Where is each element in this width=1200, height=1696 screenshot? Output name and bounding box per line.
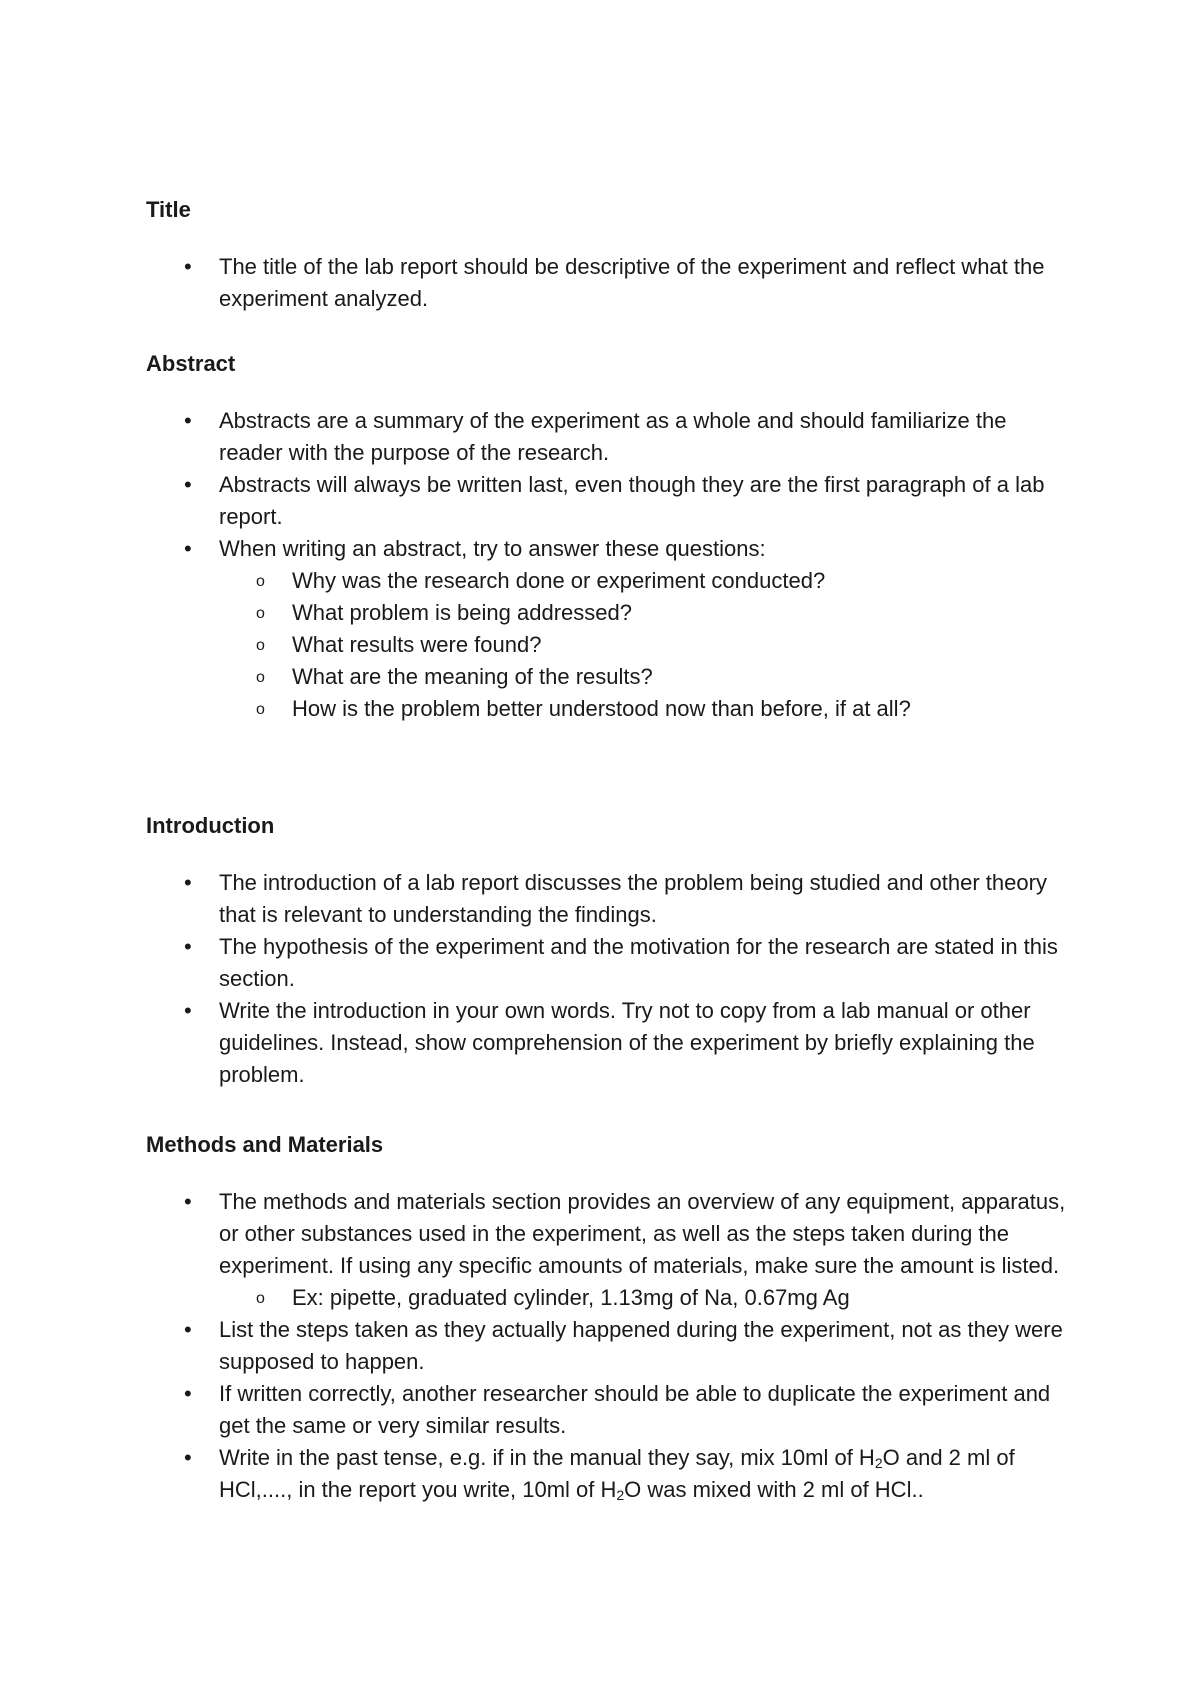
sub-list-item-text: What are the meaning of the results?: [292, 664, 653, 689]
sub-bullet-list: [219, 565, 1076, 725]
sub-list-item-text: Why was the research done or experiment conducted?: [292, 568, 826, 593]
list-item: [146, 995, 1076, 1091]
list-item: [146, 867, 1076, 931]
sub-bullet-icon: o: [256, 573, 265, 590]
list-item-text: If written correctly, another researcher should be able to duplicate the experiment and get the same or very similar results.: [219, 1381, 1051, 1438]
text-run: Write in the past tense, e.g. if in the manual they say, mix 10ml of H: [219, 1445, 875, 1470]
section-title: [146, 196, 1076, 315]
sub-bullet-icon: o: [256, 1290, 265, 1307]
list-item-text-past-tense: [219, 1445, 1015, 1502]
sub-list-item: [219, 661, 1076, 693]
sub-list-item-text: What problem is being addressed?: [292, 600, 632, 625]
bullet-icon: •: [184, 998, 192, 1023]
text-run: O and 2 ml of HCl,...., in the report you write, 10ml of H: [219, 1445, 1015, 1502]
list-item: [146, 1442, 1076, 1506]
bullet-icon: •: [184, 870, 192, 895]
subscript: 2: [874, 1455, 883, 1471]
list-item: [146, 469, 1076, 533]
section-introduction: [146, 812, 1076, 1091]
list-item: [146, 931, 1076, 995]
list-item: [146, 1186, 1076, 1314]
bullet-icon: •: [184, 1445, 192, 1470]
list-item: [146, 1378, 1076, 1442]
section-heading: Abstract: [146, 351, 236, 376]
list-item: [146, 251, 1076, 315]
sub-bullet-icon: o: [256, 605, 265, 622]
sub-bullet-icon: o: [256, 637, 265, 654]
list-item-text: The methods and materials section provides an overview of any equipment, apparatus, or other substances used in the experiment, as well as the steps taken during the experiment. If using any specific amounts of materials, make sure the amount is listed.: [219, 1189, 1066, 1278]
section-heading: Title: [146, 197, 191, 222]
sub-list-item: [219, 1282, 1076, 1314]
bullet-icon: •: [184, 472, 192, 497]
sub-list-item: [219, 693, 1076, 725]
bullet-list: [146, 1186, 1076, 1506]
section-abstract: [146, 350, 1076, 725]
bullet-icon: •: [184, 1317, 192, 1342]
sub-bullet-list: [219, 1282, 1076, 1314]
bullet-icon: •: [184, 536, 192, 561]
bullet-icon: •: [184, 934, 192, 959]
sub-bullet-icon: o: [256, 701, 265, 718]
bullet-icon: •: [184, 1381, 192, 1406]
section-methods-materials: [146, 1131, 1076, 1506]
list-item-text: Abstracts are a summary of the experiment as a whole and should familiarize the reader with the purpose of the research.: [219, 408, 1007, 465]
bullet-icon: •: [184, 1189, 192, 1214]
sub-list-item-text: How is the problem better understood now than before, if at all?: [292, 696, 911, 721]
section-heading: Methods and Materials: [146, 1132, 384, 1157]
list-item-text: When writing an abstract, try to answer these questions:: [219, 536, 766, 561]
bullet-list: [146, 867, 1076, 1091]
bullet-icon: •: [184, 254, 192, 279]
sub-list-item: [219, 565, 1076, 597]
list-item-text: The title of the lab report should be descriptive of the experiment and reflect what the experiment analyzed.: [219, 254, 1045, 311]
bullet-list: [146, 405, 1076, 725]
bullet-icon: •: [184, 408, 192, 433]
text-run: O was mixed with 2 ml of HCl..: [624, 1477, 924, 1502]
list-item: [146, 405, 1076, 469]
subscript: 2: [616, 1487, 625, 1503]
sub-list-item-text: Ex: pipette, graduated cylinder, 1.13mg of Na, 0.67mg Ag: [292, 1285, 850, 1310]
list-item-text: The introduction of a lab report discusses the problem being studied and other theory that is relevant to understanding the findings.: [219, 870, 1047, 927]
list-item-text: Abstracts will always be written last, even though they are the first paragraph of a lab report.: [219, 472, 1045, 529]
list-item-text: The hypothesis of the experiment and the motivation for the research are stated in this section.: [219, 934, 1058, 991]
sub-list-item-text: What results were found?: [292, 632, 542, 657]
sub-list-item: [219, 597, 1076, 629]
sub-list-item: [219, 629, 1076, 661]
list-item-text: Write the introduction in your own words. Try not to copy from a lab manual or other guidelines. Instead, show comprehension of the experiment by briefly explaining the problem.: [219, 998, 1035, 1087]
section-heading: Introduction: [146, 813, 275, 838]
sub-bullet-icon: o: [256, 669, 265, 686]
list-item: [146, 533, 1076, 725]
list-item: [146, 1314, 1076, 1378]
list-item-text: List the steps taken as they actually happened during the experiment, not as they were supposed to happen.: [219, 1317, 1063, 1374]
bullet-list: [146, 251, 1076, 315]
